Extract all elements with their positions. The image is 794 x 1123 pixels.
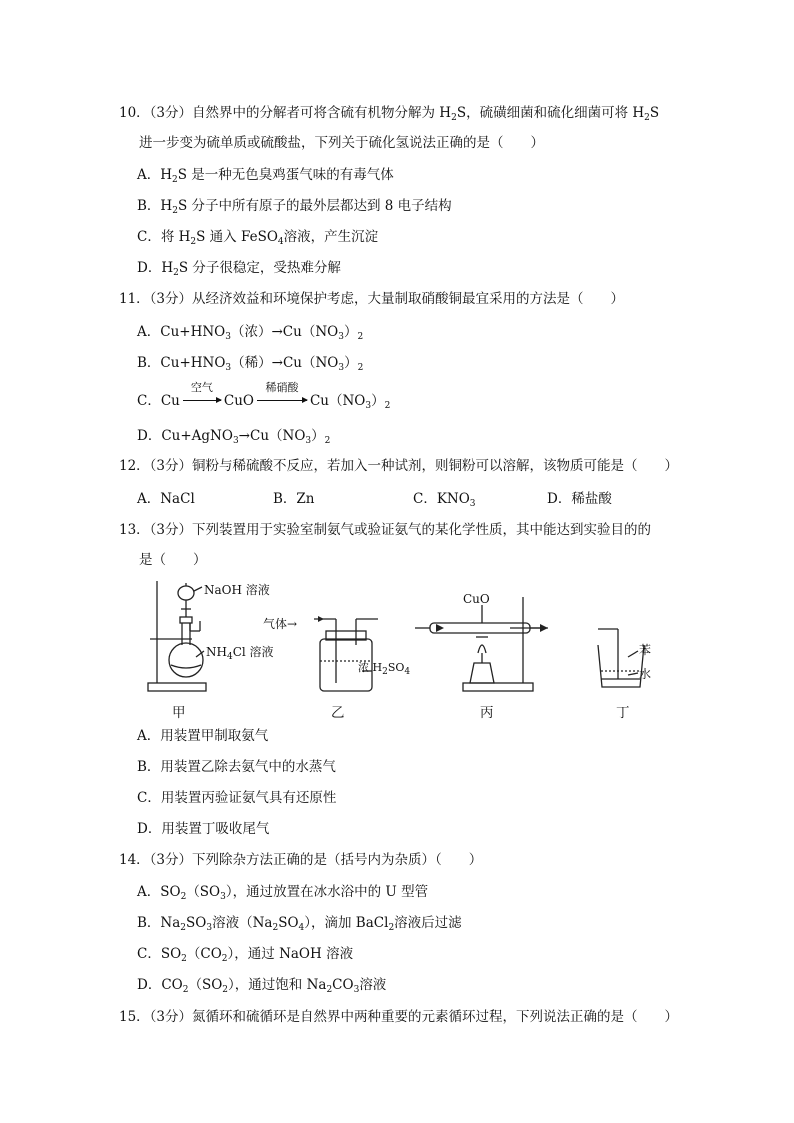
q10-option-c: C．将 $H_2S$ 通入 FeSO$_4$溶液，产生沉淀: [137, 229, 379, 247]
q10-option-a: A．$H_2S$ 是一种无色臭鸡蛋气味的有毒气体: [137, 167, 394, 185]
q13-line2: 是（ ）: [139, 552, 207, 568]
q12-option-d: D．稀盐酸: [547, 491, 612, 507]
q14-option-b: B．$Na_2SO_3$溶液$(Na_2SO_4)$，滴加 BaCl$_2$溶液后过滤: [137, 915, 462, 933]
q13-option-b: B．用装置乙除去氨气中的水蒸气: [137, 759, 336, 775]
q11-stem: 11．（3分）从经济效益和环境保护考虑，大量制取硝酸铜最宜采用的方法是（ ）: [119, 291, 625, 307]
bing-lamp: [470, 663, 494, 683]
q13-option-d: D．用装置丁吸收尾气: [137, 821, 270, 837]
q14-stem: 14．（3分）下列除杂方法正确的是（括号内为杂质）（ ）: [119, 852, 483, 868]
q11-option-a: A．$Cu+HNO_3$（浓）$\to Cu(NO_3)_2$: [137, 324, 364, 342]
apparatus-name-ding: 丁: [616, 705, 630, 721]
apparatus-name-yi: 乙: [331, 705, 345, 721]
q11-option-c: [137, 381, 391, 411]
jia-label-top: NaOH 溶液: [204, 583, 270, 597]
q10-option-d: D．$H_2S$ 分子很稳定，受热难分解: [137, 260, 341, 278]
q11-option-d: D．$Cu+AgNO_3\to Cu(NO_3)_2$: [137, 428, 331, 446]
q13-option-c: C．用装置丙验证氨气具有还原性: [137, 790, 337, 806]
q13-option-a: A．用装置甲制取氨气: [137, 728, 269, 744]
q11-c-mid: CuO: [223, 393, 254, 409]
q12-stem: 12．（3分）铜粉与稀硫酸不反应，若加入一种试剂，则铜粉可以溶解，该物质可能是（ ）: [119, 458, 679, 474]
q15-stem: 15．（3分）氮循环和硫循环是自然界中两种重要的元素循环过程，下列说法正确的是（ ）: [119, 1009, 679, 1025]
q12-option-c: C．$KNO_3$: [413, 491, 476, 509]
q10-line2: 进一步变为硫单质或硫酸盐，下列关于硫化氢说法正确的是（ ）: [139, 135, 544, 151]
arrow-label-dilute-nitric: 稀硝酸: [265, 381, 299, 394]
q14-option-d: D．$CO_2(SO_2)$，通过饱和 $Na_2CO_3$溶液: [137, 977, 387, 995]
q11-c-prefix: C．Cu: [137, 393, 180, 409]
q13-line1: 13．（3分）下列装置用于实验室制氨气或验证氨气的某化学性质，其中能达到实验目的的: [119, 522, 652, 538]
q11-c-suffix: $Cu(NO_3)_2$: [309, 393, 391, 411]
q10-line1: 10．（3分）自然界中的分解者可将含硫有机物分解为 $H_2S$，硫磺细菌和硫化细菌可将 $H_2S$: [119, 105, 660, 123]
apparatus-figure: [140, 575, 660, 725]
q12-option-a: A．NaCl: [137, 491, 195, 507]
apparatus-name-jia: 甲: [172, 705, 186, 721]
yi-gas-label: 气体→: [263, 617, 298, 631]
apparatus-name-bing: 丙: [480, 705, 494, 721]
jia-label-bottom: $NH_4Cl$ 溶液: [206, 645, 274, 662]
arrow-dilute-nitric: [257, 381, 307, 410]
q10-option-b: B．$H_2S$ 分子中所有原子的最外层都达到 8 电子结构: [137, 198, 452, 216]
ding-label-2: 水: [639, 667, 652, 681]
bing-label: CuO: [463, 592, 490, 606]
q11-option-b: B．$Cu+HNO_3$（稀）$\to Cu(NO_3)_2$: [137, 355, 364, 373]
arrow-air: [183, 381, 221, 410]
yi-liquid-label: 浓 $H_2SO_4$: [358, 661, 411, 677]
jia-stand-base: [148, 683, 206, 691]
q14-option-a: A．$SO_2(SO_3)$，通过放置在冰水浴中的 U 型管: [137, 884, 429, 902]
ding-label-1: 苯: [639, 643, 652, 657]
arrow-label-air: 空气: [190, 381, 213, 394]
q14-option-c: C．$SO_2(CO_2)$，通过 NaOH 溶液: [137, 946, 354, 964]
bing-stand-base: [463, 683, 533, 691]
q12-option-b: B．Zn: [273, 491, 315, 507]
